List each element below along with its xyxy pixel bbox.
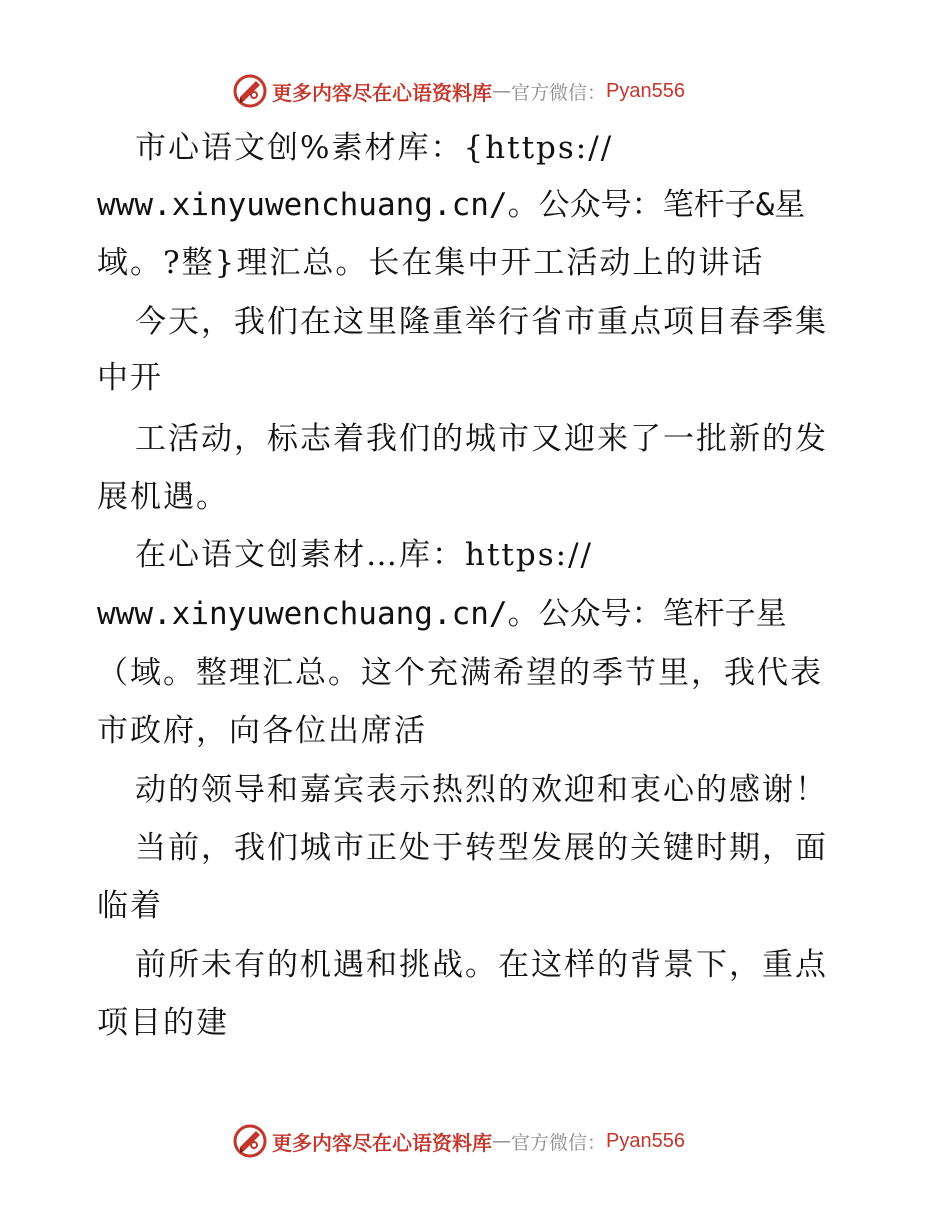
header-banner-wechat-label: 官方微信： bbox=[511, 81, 607, 104]
footer-banner-dash: — bbox=[492, 1130, 511, 1152]
footer-banner-text: 更多内容尽在心语资料库 bbox=[272, 1130, 492, 1155]
body-line-1: 市心语文创%素材库：{https:// bbox=[135, 130, 614, 166]
body-line-16: 项目的建 bbox=[97, 1005, 229, 1041]
body-line-10: （域。整理汇总。这个充满希望的季节里，我代表 bbox=[97, 655, 823, 691]
footer-banner-wechat-label: 官方微信： bbox=[511, 1131, 607, 1154]
footer-banner bbox=[232, 1121, 712, 1161]
footer-banner-wechat-id: Pyan556 bbox=[606, 1129, 685, 1152]
header-banner-wechat-id: Pyan556 bbox=[606, 79, 685, 102]
body-line-5: 中开 bbox=[97, 360, 163, 396]
body-line-4: 今天，我们在这里隆重举行省市重点项目春季集 bbox=[135, 304, 828, 340]
body-line-8: 在心语文创素材…库：https:// bbox=[135, 537, 593, 573]
brand-logo-icon bbox=[232, 73, 268, 109]
body-line-12: 动的领导和嘉宾表示热烈的欢迎和衷心的感谢！ bbox=[135, 772, 828, 808]
body-line-11: 市政府，向各位出席活 bbox=[97, 713, 427, 749]
body-line-13: 当前，我们城市正处于转型发展的关键时期，面 bbox=[135, 830, 828, 866]
body-line-3: 域。?整}理汇总。长在集中开工活动上的讲话 bbox=[97, 245, 765, 281]
body-line-7: 展机遇。 bbox=[97, 479, 229, 515]
header-banner bbox=[232, 71, 712, 111]
body-line-2: www.xinyuwenchuang.cn/。公众号：笔杆子&星 bbox=[97, 187, 806, 223]
brand-logo-icon bbox=[232, 1123, 268, 1159]
header-banner-dash: — bbox=[492, 80, 511, 102]
body-line-6: 工活动，标志着我们的城市又迎来了一批新的发 bbox=[135, 421, 828, 457]
header-banner-text: 更多内容尽在心语资料库 bbox=[272, 80, 492, 105]
body-line-9: www.xinyuwenchuang.cn/。公众号：笔杆子星 bbox=[97, 596, 787, 632]
body-line-14: 临着 bbox=[97, 888, 163, 924]
body-line-15: 前所未有的机遇和挑战。在这样的背景下，重点 bbox=[135, 947, 828, 983]
